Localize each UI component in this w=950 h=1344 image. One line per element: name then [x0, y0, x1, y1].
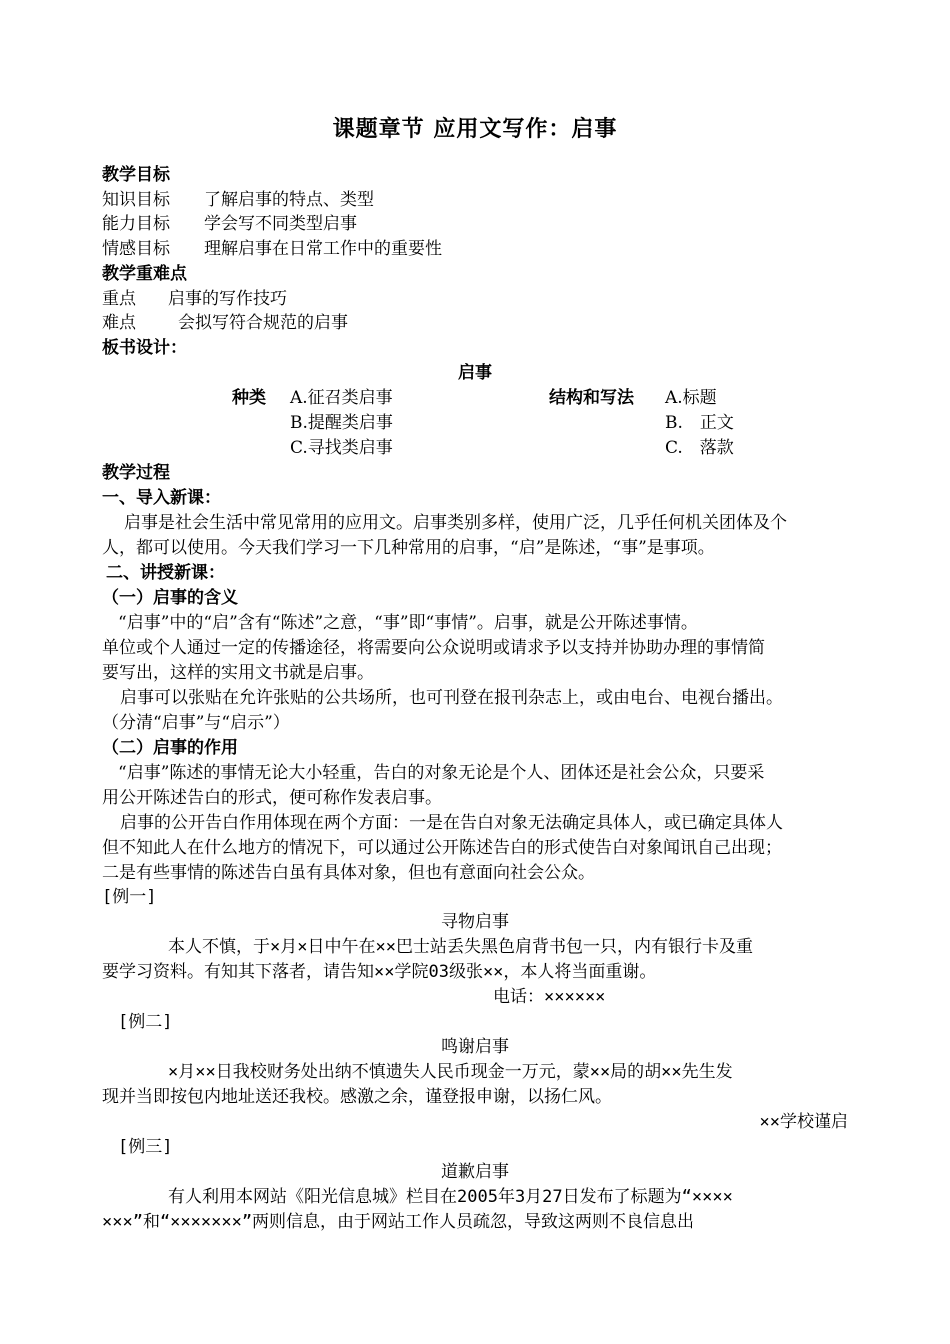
function-line: 但不知此人在什么地方的情况下，可以通过公开陈述告白的形式使告白对象闻讯自己出现； — [102, 838, 782, 858]
objective-ability — [102, 212, 357, 237]
objective-label: 能力目标 — [102, 214, 170, 234]
meaning-line: （分清“启事”与“启示”） — [102, 713, 290, 733]
objectives-heading: 教学目标 — [102, 165, 170, 185]
example-title: 道歉启事 — [441, 1162, 509, 1182]
example-sign: 电话：×××××× — [493, 987, 606, 1007]
function-heading: （二）启事的作用 — [102, 738, 238, 758]
example-label: [例三] — [118, 1137, 173, 1157]
board-heading: 板书设计： — [102, 338, 187, 358]
key-point — [102, 287, 287, 312]
meaning-line: “启事”中的“启”含有“陈述”之意，“事”即“事情”。启事，就是公开陈述事情。 — [118, 613, 698, 633]
teach-heading: 二、讲授新课： — [106, 563, 225, 583]
example-label: [例二] — [118, 1012, 173, 1032]
objective-emotion — [102, 237, 442, 262]
objective-text: 学会写不同类型启事 — [204, 214, 357, 234]
board-center-title: 启事 — [458, 363, 492, 383]
difficulty-text: 会拟写符合规范的启事 — [178, 313, 348, 333]
example-line: 要学习资料。有知其下落者，请告知××学院03级张××，本人将当面重谢。 — [102, 962, 657, 982]
difficulty-label: 重点 — [102, 289, 136, 309]
page-title: 课题章节 应用文写作：启事 — [332, 117, 618, 142]
example-title: 寻物启事 — [441, 912, 509, 932]
objective-knowledge — [102, 188, 374, 213]
function-line: 启事的公开告白作用体现在两个方面：一是在告白对象无法确定具体人，或已确定具体人 — [120, 813, 783, 833]
board-left-item: B.提醒类启事 — [290, 413, 393, 433]
objective-label: 情感目标 — [102, 239, 170, 259]
difficulty-heading: 教学重难点 — [102, 264, 187, 284]
intro-line: 启事是社会生活中常见常用的应用文。启事类别多样，使用广泛，几乎任何机关团体及个 — [124, 513, 787, 533]
intro-heading: 一、导入新课： — [102, 488, 221, 508]
example-line: 本人不慎，于×月×日中午在××巴士站丢失黑色肩背书包一只，内有银行卡及重 — [168, 937, 753, 957]
intro-line: 人，都可以使用。今天我们学习一下几种常用的启事，“启”是陈述，“事”是事项。 — [102, 538, 715, 558]
meaning-line: 要写出，这样的实用文书就是启事。 — [102, 663, 374, 683]
example-sign: ××学校谨启 — [759, 1112, 848, 1132]
example-line: ×××”和“×××××××”两则信息，由于网站工作人员疏忽，导致这两则不良信息出 — [102, 1212, 695, 1232]
example-line: 有人利用本网站《阳光信息城》栏目在2005年3月27日发布了标题为“×××× — [168, 1187, 733, 1207]
meaning-line: 单位或个人通过一定的传播途径，将需要向公众说明或请求予以支持并协助办理的事情简 — [102, 638, 765, 658]
board-left-item: A.征召类启事 — [290, 388, 393, 408]
difficulty-text: 启事的写作技巧 — [168, 289, 287, 309]
board-right-item: C. 落款 — [665, 438, 734, 458]
example-line: ×月××日我校财务处出纳不慎遗失人民币现金一万元，蒙××局的胡××先生发 — [168, 1062, 733, 1082]
meaning-line: 启事可以张贴在允许张贴的公共场所，也可刊登在报刊杂志上，或由电台、电视台播出。 — [120, 688, 783, 708]
meaning-heading: （一）启事的含义 — [102, 588, 238, 608]
example-title: 鸣谢启事 — [441, 1037, 509, 1057]
board-right-item: A.标题 — [665, 388, 717, 408]
objective-text: 理解启事在日常工作中的重要性 — [204, 239, 442, 259]
function-line: “启事”陈述的事情无论大小轻重，告白的对象无论是个人、团体还是社会公众，只要采 — [118, 763, 765, 783]
board-right-label: 结构和写法 — [549, 388, 634, 408]
board-left-label: 种类 — [232, 388, 266, 408]
example-label: [例一] — [102, 887, 157, 907]
function-line: 用公开陈述告白的形式，便可称作发表启事。 — [102, 788, 442, 808]
objective-text: 了解启事的特点、类型 — [204, 190, 374, 210]
process-heading: 教学过程 — [102, 463, 170, 483]
difficult-point — [102, 311, 348, 336]
difficulty-label: 难点 — [102, 313, 136, 333]
example-line: 现并当即按包内地址送还我校。感激之余，谨登报申谢，以扬仁风。 — [102, 1087, 612, 1107]
board-right-item: B. 正文 — [665, 413, 734, 433]
board-left-item: C.寻找类启事 — [290, 438, 393, 458]
objective-label: 知识目标 — [102, 190, 170, 210]
function-line: 二是有些事情的陈述告白虽有具体对象，但也有意面向社会公众。 — [102, 863, 595, 883]
